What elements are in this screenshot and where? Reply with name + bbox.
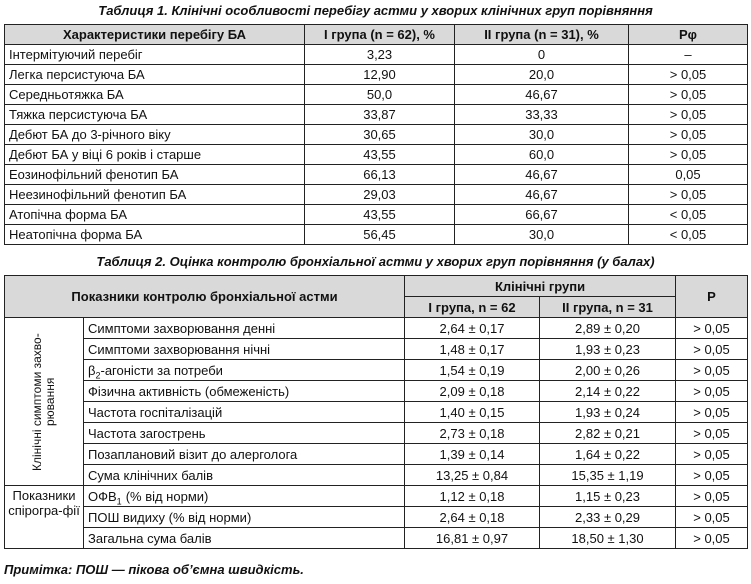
table-row	[5, 165, 748, 185]
row-p-value: > 0,05	[676, 486, 748, 507]
row-group1-value: 43,55	[305, 145, 455, 165]
row-p-value: > 0,05	[676, 465, 748, 486]
row-group2-value: 2,82 ± 0,21	[540, 423, 676, 444]
row-group2-value: 1,64 ± 0,22	[540, 444, 676, 465]
ofv-symbol: ОФВ	[88, 488, 117, 504]
row-p-value: > 0,05	[629, 105, 748, 125]
table-row	[5, 145, 748, 165]
table-row	[5, 444, 748, 465]
table-row	[5, 465, 748, 486]
row-p-value: > 0,05	[629, 145, 748, 165]
table1-body	[5, 45, 748, 245]
row-indicator: Сума клінічних балів	[84, 465, 405, 486]
row-group1-value: 1,48 ± 0,17	[405, 339, 540, 360]
row-group1-value: 2,73 ± 0,18	[405, 423, 540, 444]
row-group2-value: 33,33	[455, 105, 629, 125]
group-label-clinical-symptoms	[5, 318, 84, 486]
table-row	[5, 507, 748, 528]
row-group2-value: 1,15 ± 0,23	[540, 486, 676, 507]
row-indicator: Частота госпіталізацій	[84, 402, 405, 423]
table2-header-clinical-groups: Клінічні групи	[405, 276, 676, 297]
row-group1-value: 33,87	[305, 105, 455, 125]
row-group1-value: 50,0	[305, 85, 455, 105]
table2-header-group1: I група, n = 62	[405, 297, 540, 318]
row-characteristic: Дебют БА до 3-річного віку	[5, 125, 305, 145]
table-row	[5, 125, 748, 145]
table-row	[5, 360, 748, 381]
row-characteristic: Атопічна форма БА	[5, 205, 305, 225]
row-p-value: > 0,05	[676, 444, 748, 465]
row-group2-value: 30,0	[455, 225, 629, 245]
row-characteristic: Неезинофільний фенотип БА	[5, 185, 305, 205]
table2-header-p: P	[676, 276, 748, 318]
row-group1-value: 13,25 ± 0,84	[405, 465, 540, 486]
row-group2-value: 2,89 ± 0,20	[540, 318, 676, 339]
row-p-value: > 0,05	[676, 423, 748, 444]
row-indicator: Позаплановий візит до алерголога	[84, 444, 405, 465]
row-indicator	[84, 360, 405, 381]
row-characteristic: Тяжка персистуюча БА	[5, 105, 305, 125]
table1-header-row	[5, 25, 748, 45]
table-row	[5, 339, 748, 360]
row-indicator	[84, 486, 405, 507]
row-p-value: < 0,05	[629, 205, 748, 225]
row-p-value: > 0,05	[629, 125, 748, 145]
row-characteristic: Неатопічна форма БА	[5, 225, 305, 245]
row-indicator: Загальна сума балів	[84, 528, 405, 549]
row-group1-value: 2,64 ± 0,17	[405, 318, 540, 339]
row-indicator-text: -агоністи за потреби	[100, 362, 223, 378]
row-indicator: Частота загострень	[84, 423, 405, 444]
row-group1-value: 3,23	[305, 45, 455, 65]
table1-header-group2: II група (n = 31), %	[455, 25, 629, 45]
row-group2-value: 46,67	[455, 165, 629, 185]
row-group2-value: 66,67	[455, 205, 629, 225]
table-row	[5, 318, 748, 339]
table-row	[5, 225, 748, 245]
table1-header-characteristic: Характеристики перебігу БА	[5, 25, 305, 45]
table2	[4, 275, 748, 549]
row-group1-value: 12,90	[305, 65, 455, 85]
row-p-value: > 0,05	[629, 65, 748, 85]
row-group1-value: 43,55	[305, 205, 455, 225]
row-group1-value: 2,09 ± 0,18	[405, 381, 540, 402]
row-indicator: Симптоми захворювання денні	[84, 318, 405, 339]
row-p-value: > 0,05	[676, 339, 748, 360]
row-group1-value: 16,81 ± 0,97	[405, 528, 540, 549]
table-row	[5, 381, 748, 402]
row-p-value: > 0,05	[676, 360, 748, 381]
table-row	[5, 486, 748, 507]
table-row	[5, 65, 748, 85]
row-group1-value: 30,65	[305, 125, 455, 145]
row-group1-value: 66,13	[305, 165, 455, 185]
row-group2-value: 46,67	[455, 185, 629, 205]
table-row	[5, 45, 748, 65]
row-characteristic: Середньотяжка БА	[5, 85, 305, 105]
row-p-value: 0,05	[629, 165, 748, 185]
table-row	[5, 423, 748, 444]
row-group2-value: 2,14 ± 0,22	[540, 381, 676, 402]
row-group1-value: 1,12 ± 0,18	[405, 486, 540, 507]
ofv-subscript: 1	[116, 496, 122, 507]
row-characteristic: Інтермітуючий перебіг	[5, 45, 305, 65]
row-p-value: > 0,05	[676, 507, 748, 528]
table2-header-indicators: Показники контролю бронхіальної астми	[5, 276, 405, 318]
group-label-clinical-symptoms-text: Клінічні симптоми захво-рювання	[30, 332, 57, 471]
row-characteristic: Легка персистуюча БА	[5, 65, 305, 85]
group-label-spirography: Показники спірогра-фії	[5, 486, 84, 549]
table1-header-p: Pφ	[629, 25, 748, 45]
table-row	[5, 105, 748, 125]
row-group1-value: 29,03	[305, 185, 455, 205]
row-group2-value: 15,35 ± 1,19	[540, 465, 676, 486]
row-indicator: ПОШ видиху (% від норми)	[84, 507, 405, 528]
row-group1-value: 2,64 ± 0,18	[405, 507, 540, 528]
row-indicator-text: (% від норми)	[125, 488, 209, 504]
table2-body	[5, 318, 748, 549]
row-characteristic: Еозинофільний фенотип БА	[5, 165, 305, 185]
row-indicator: Симптоми захворювання нічні	[84, 339, 405, 360]
row-group1-value: 56,45	[305, 225, 455, 245]
table-row	[5, 402, 748, 423]
table1	[4, 24, 748, 245]
row-group2-value: 2,00 ± 0,26	[540, 360, 676, 381]
row-group2-value: 0	[455, 45, 629, 65]
note: Примітка: ПОШ — пікова об’ємна швидкість.	[4, 562, 304, 577]
row-group2-value: 20,0	[455, 65, 629, 85]
row-group2-value: 1,93 ± 0,24	[540, 402, 676, 423]
beta-subscript: 2	[95, 370, 101, 381]
row-group2-value: 30,0	[455, 125, 629, 145]
row-group2-value: 2,33 ± 0,29	[540, 507, 676, 528]
row-p-value: > 0,05	[676, 318, 748, 339]
row-group2-value: 60,0	[455, 145, 629, 165]
table-row	[5, 85, 748, 105]
row-p-value: > 0,05	[629, 185, 748, 205]
row-group1-value: 1,40 ± 0,15	[405, 402, 540, 423]
row-p-value: > 0,05	[676, 528, 748, 549]
row-p-value: > 0,05	[676, 381, 748, 402]
beta-symbol: β	[88, 362, 96, 378]
row-group2-value: 1,93 ± 0,23	[540, 339, 676, 360]
row-group2-value: 46,67	[455, 85, 629, 105]
table-row	[5, 205, 748, 225]
table2-caption: Таблиця 2. Оцінка контролю бронхіальної астми у хворих груп порівняння (у балах)	[96, 254, 655, 269]
row-characteristic: Дебют БА у віці 6 років і старше	[5, 145, 305, 165]
row-p-value: –	[629, 45, 748, 65]
row-group2-value: 18,50 ± 1,30	[540, 528, 676, 549]
row-p-value: < 0,05	[629, 225, 748, 245]
table1-caption: Таблиця 1. Клінічні особливості перебігу астми у хворих клінічних груп порівняння	[98, 3, 653, 18]
table-row	[5, 528, 748, 549]
table2-header-row-1	[5, 276, 748, 297]
row-p-value: > 0,05	[629, 85, 748, 105]
table-row	[5, 185, 748, 205]
row-group1-value: 1,54 ± 0,19	[405, 360, 540, 381]
row-p-value: > 0,05	[676, 402, 748, 423]
row-indicator: Фізична активність (обмеженість)	[84, 381, 405, 402]
row-group1-value: 1,39 ± 0,14	[405, 444, 540, 465]
table2-header-group2: II група, n = 31	[540, 297, 676, 318]
table1-header-group1: I група (n = 62), %	[305, 25, 455, 45]
